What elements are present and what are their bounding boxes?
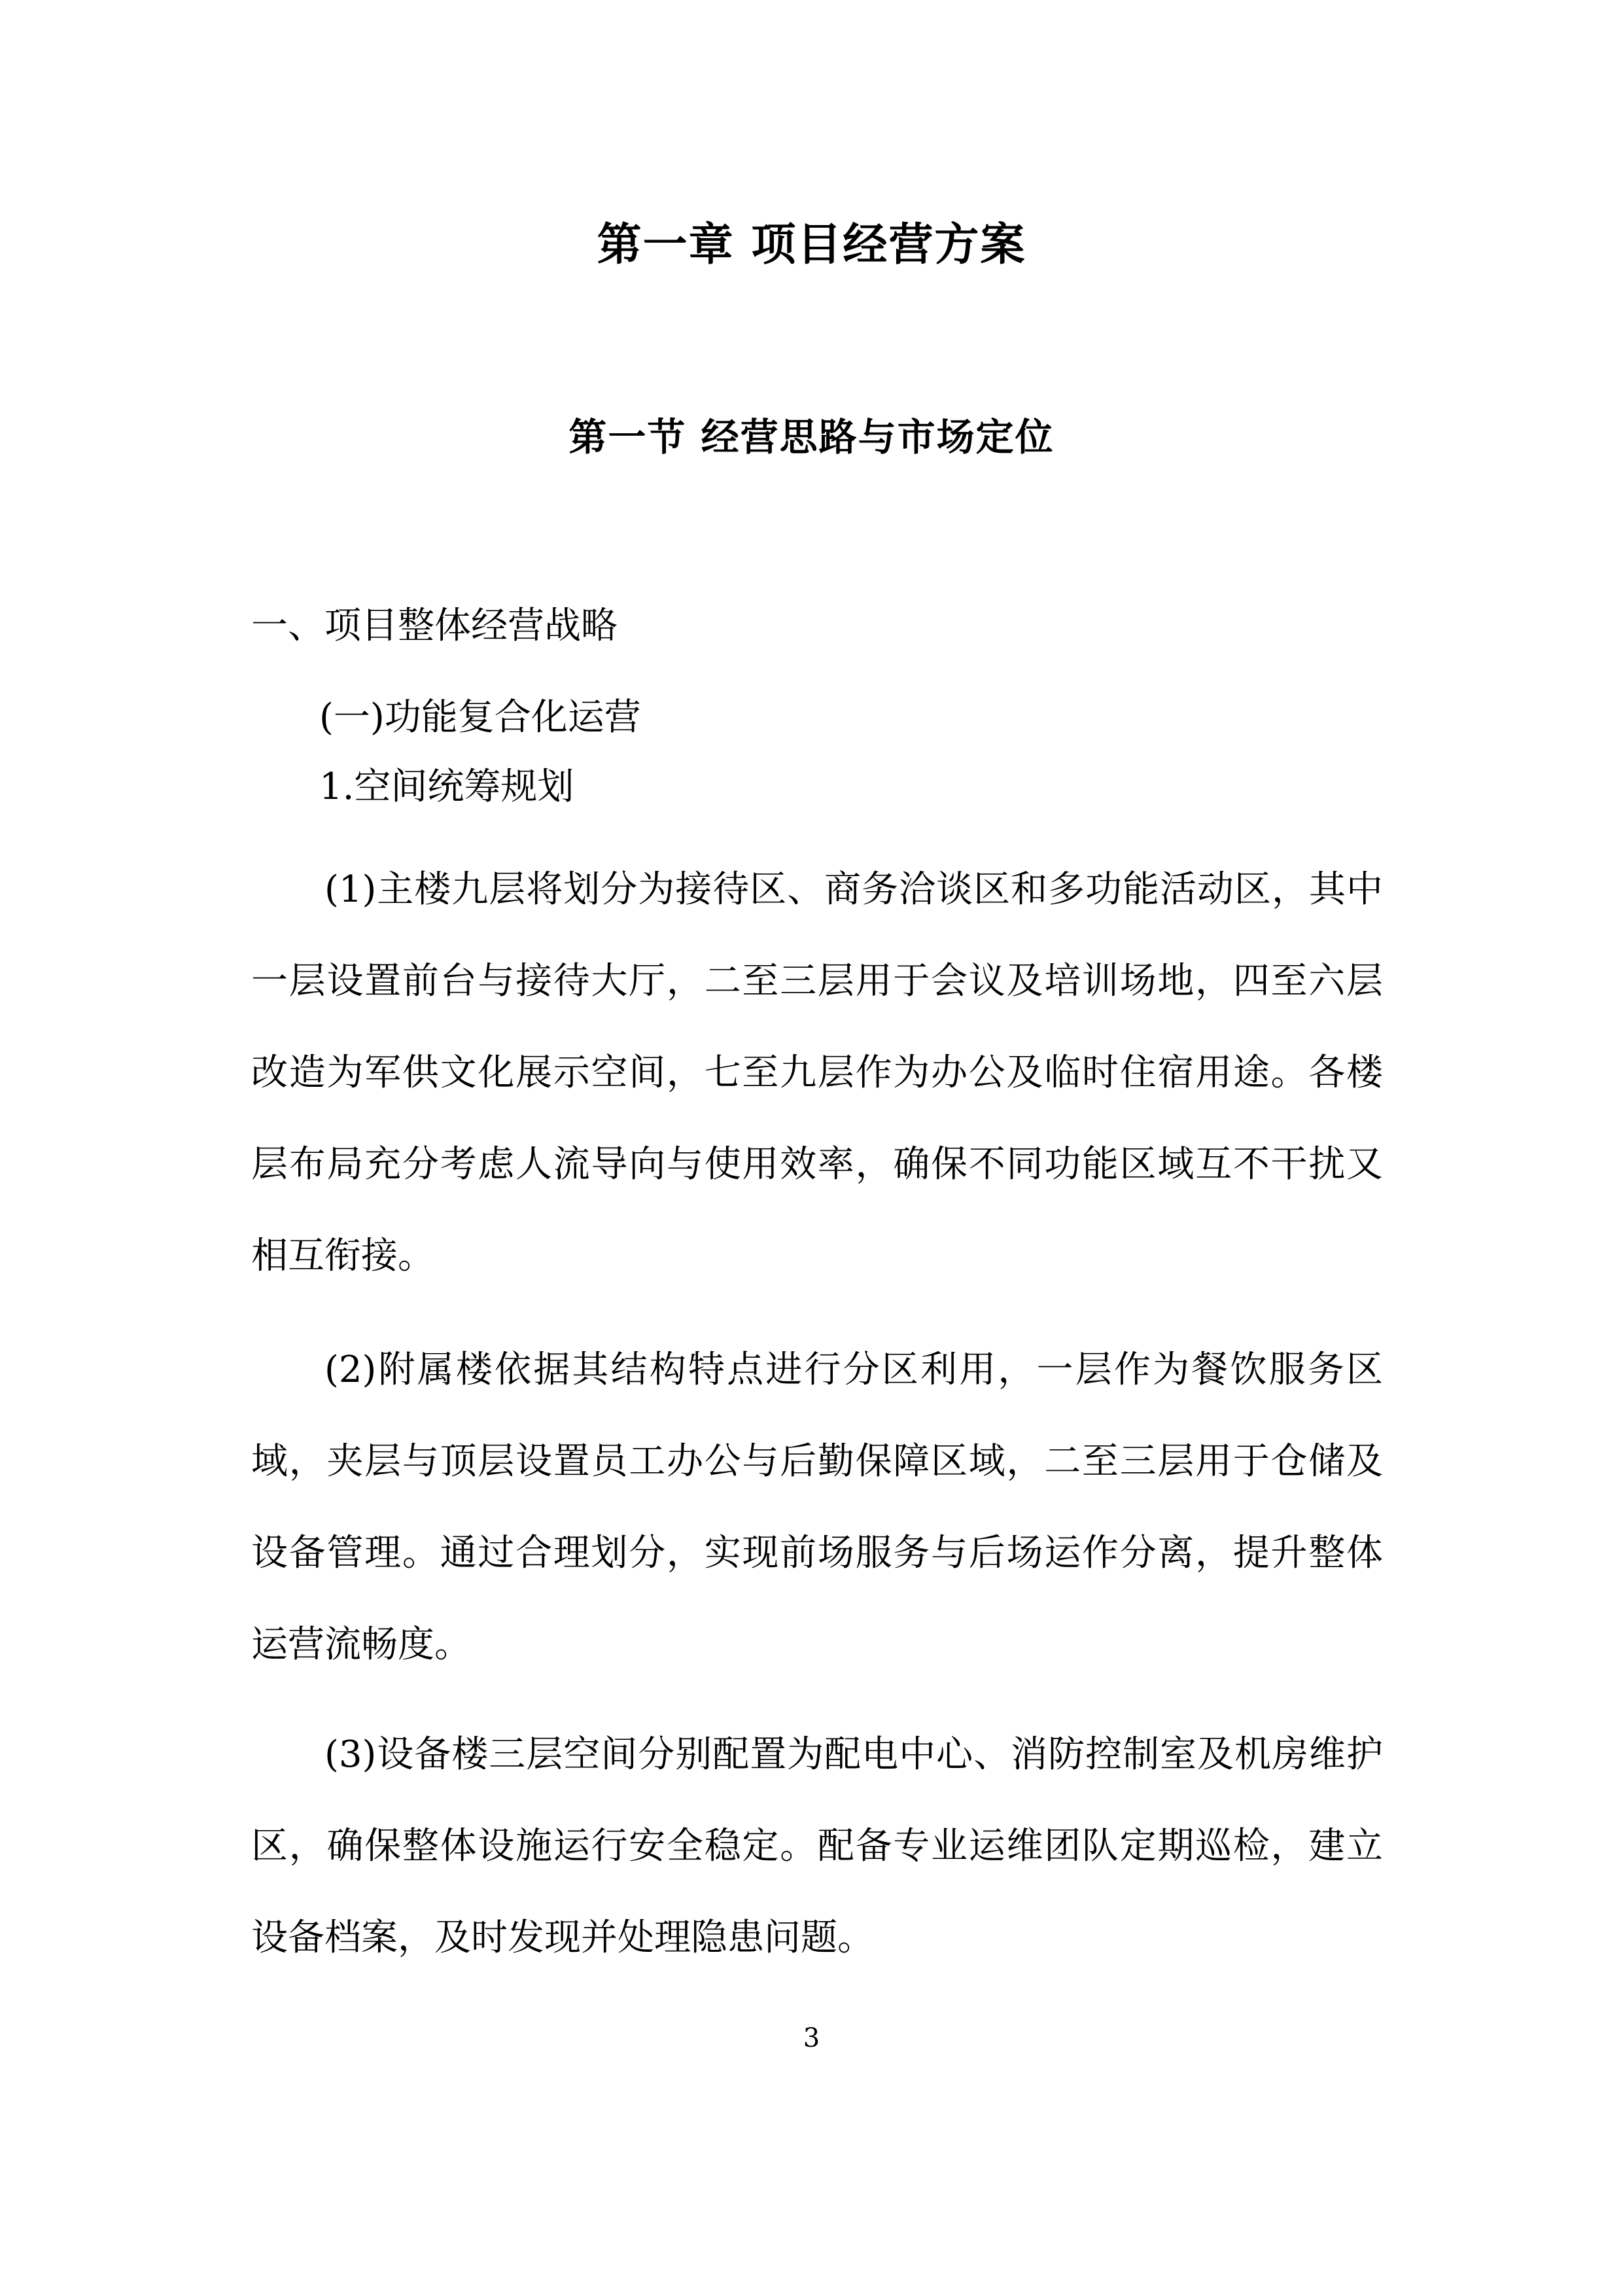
- chapter-title: 第一章 项目经营方案: [597, 219, 1026, 271]
- section-title: 第一节 经营思路与市场定位: [568, 415, 1055, 459]
- paragraph-equipment-building: (3)设备楼三层空间分别配置为配电中心、消防控制室及机房维护区，确保整体设施运行安全稳定。配备专业运维团队定期巡检，建立设备档案，及时发现并处理隐患问题。: [251, 1733, 1383, 1959]
- heading-level-3: 1.空间统筹规划: [319, 766, 574, 808]
- heading-level-1: 一、项目整体经营战略: [251, 605, 618, 647]
- paragraph-main-building: (1)主楼九层将划分为接待区、商务洽谈区和多功能活动区，其中一层设置前台与接待大厅，二至三层用于会议及培训场地，四至六层改造为军供文化展示空间，七至九层作为办公及临时住宿用途。各楼层布局充分考虑人流导向与使用效率，确保不同功能区域互不干扰又相互衔接。: [251, 868, 1383, 1277]
- heading-level-2: (一)功能复合化运营: [319, 696, 641, 739]
- paragraph-annex-building: (2)附属楼依据其结构特点进行分区利用，一层作为餐饮服务区域，夹层与顶层设置员工办公与后勤保障区域，二至三层用于仓储及设备管理。通过合理划分，实现前场服务与后场运作分离，提升整体运营流畅度。: [251, 1349, 1383, 1666]
- page-number: 3: [803, 2023, 820, 2053]
